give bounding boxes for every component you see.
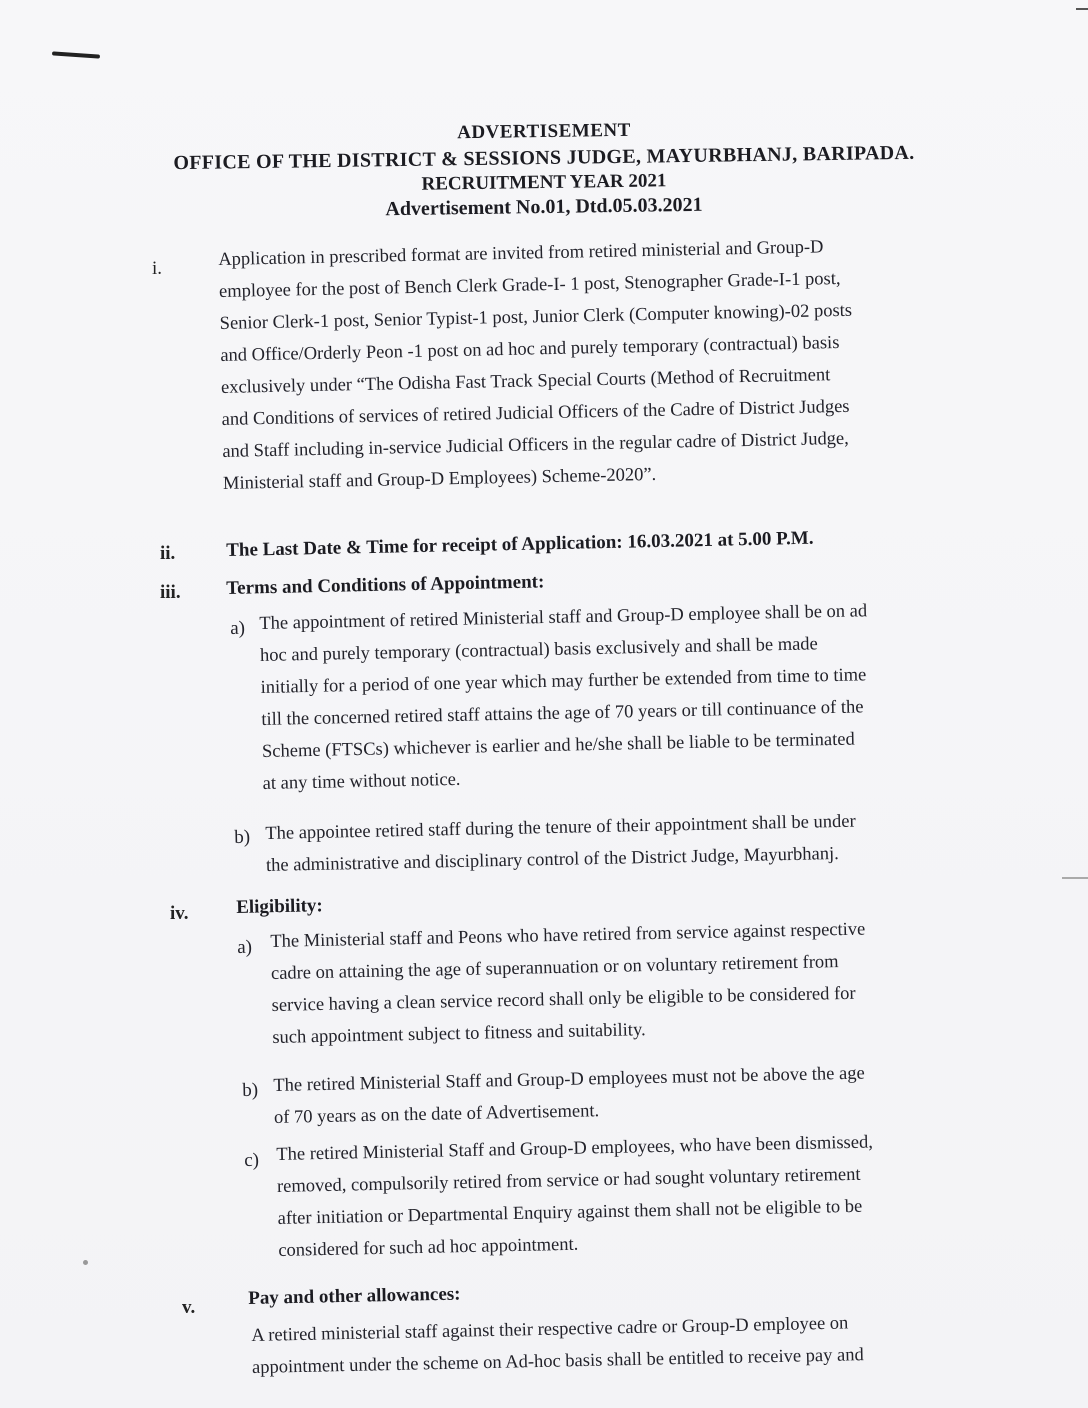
text-line: after initiation or Departmental Enquiry against them shall not be eligible to be bbox=[277, 1196, 863, 1229]
text-line: Senior Clerk-1 post, Senior Typist-1 post, Junior Clerk (Computer knowing)-02 posts bbox=[219, 300, 853, 334]
section-number: ii. bbox=[160, 543, 176, 564]
text-line: Scheme (FTSCs) whichever is earlier and he/she shall be liable to be terminated bbox=[261, 729, 855, 762]
scan-mark bbox=[52, 51, 100, 58]
text-line: such appointment subject to fitness and suitability. bbox=[272, 1020, 646, 1048]
text-line: The retired Ministerial Staff and Group-D employees must not be above the age bbox=[273, 1063, 865, 1096]
eligibility-item-b bbox=[273, 1058, 866, 1134]
recruitment-year: RECRUITMENT YEAR 2021 bbox=[421, 170, 667, 195]
scan-edge-mark bbox=[1062, 877, 1088, 879]
text-line: of 70 years as on the date of Advertisement. bbox=[273, 1101, 600, 1128]
item-label: c) bbox=[244, 1149, 260, 1171]
text-line: A retired ministerial staff against their respective cadre or Group-D employee on bbox=[251, 1313, 849, 1346]
last-date-notice: The Last Date & Time for receipt of Application: 16.03.2021 at 5.00 P.M. bbox=[226, 527, 814, 561]
pay-paragraph bbox=[251, 1307, 864, 1384]
text-line: The appointee retired staff during the tenure of their appointment shall be under bbox=[265, 811, 856, 844]
text-line: hoc and purely temporary (contractual) basis exclusively and shall be made bbox=[259, 634, 818, 666]
text-line: employee for the post of Bench Clerk Grade-I- 1 post, Stenographer Grade-I-1 post, bbox=[218, 268, 841, 302]
terms-item-a bbox=[259, 595, 871, 800]
eligibility-item-c bbox=[276, 1127, 875, 1267]
section-number: iv. bbox=[170, 903, 189, 924]
item-label: b) bbox=[242, 1079, 259, 1101]
section-i-paragraph bbox=[218, 231, 856, 500]
section-heading: Terms and Conditions of Appointment: bbox=[226, 571, 545, 599]
text-line: the administrative and disciplinary control of the District Judge, Mayurbhanj. bbox=[265, 843, 839, 876]
section-heading: Eligibility: bbox=[236, 895, 323, 918]
item-label: a) bbox=[230, 617, 246, 639]
scan-speck bbox=[83, 1260, 88, 1265]
text-line: and Staff including in-service Judicial Officers in the regular cadre of District Judge, bbox=[222, 428, 850, 462]
item-label: b) bbox=[234, 826, 251, 848]
text-line: Application in prescribed format are invited from retired ministerial and Group-D bbox=[218, 237, 824, 270]
eligibility-item-a bbox=[270, 914, 868, 1054]
text-line: at any time without notice. bbox=[262, 769, 461, 794]
text-line: The appointment of retired Ministerial staff and Group-D employee shall be on ad bbox=[259, 601, 868, 634]
text-line: removed, compulsorily retired from service or had sought voluntary retirement bbox=[276, 1164, 861, 1197]
office-name: OFFICE OF THE DISTRICT & SESSIONS JUDGE, MAYURBHANJ, BARIPADA. bbox=[173, 141, 915, 175]
text-line: cadre on attaining the age of superannuation or on voluntary retirement from bbox=[270, 952, 839, 984]
text-line: exclusively under “The Odisha Fast Track Special Courts (Method of Recruitment bbox=[220, 365, 831, 398]
advertisement-number: Advertisement No.01, Dtd.05.03.2021 bbox=[385, 193, 703, 221]
terms-item-b bbox=[265, 806, 857, 882]
text-line: and Office/Orderly Peon -1 post on ad hoc and purely temporary (contractual) basis bbox=[220, 333, 840, 366]
text-line: initially for a period of one year which may further be extended from time to time bbox=[260, 665, 867, 698]
scan-edge-mark bbox=[1076, 8, 1088, 10]
section-number: v. bbox=[182, 1297, 196, 1318]
doc-title: ADVERTISEMENT bbox=[456, 119, 631, 144]
text-line: and Conditions of services of retired Judicial Officers of the Cadre of District Judges bbox=[221, 396, 850, 430]
text-line: considered for such ad hoc appointment. bbox=[278, 1234, 579, 1261]
section-heading: Pay and other allowances: bbox=[248, 1283, 461, 1309]
section-number: iii. bbox=[160, 582, 181, 603]
text-line: Ministerial staff and Group-D Employees) Scheme-2020”. bbox=[222, 464, 657, 494]
text-line: appointment under the scheme on Ad-hoc basis shall be entitled to receive pay and bbox=[251, 1345, 864, 1378]
text-line: service having a clean service record shall only be eligible to be considered for bbox=[271, 983, 856, 1016]
text-line: The retired Ministerial Staff and Group-D employees, who have been dismissed, bbox=[276, 1132, 874, 1165]
text-line: The Ministerial staff and Peons who have retired from service against respective bbox=[270, 919, 866, 952]
text-line: till the concerned retired staff attains the age of 70 years or till continuance of the bbox=[261, 697, 864, 730]
section-number: i. bbox=[152, 258, 163, 279]
item-label: a) bbox=[237, 936, 253, 958]
